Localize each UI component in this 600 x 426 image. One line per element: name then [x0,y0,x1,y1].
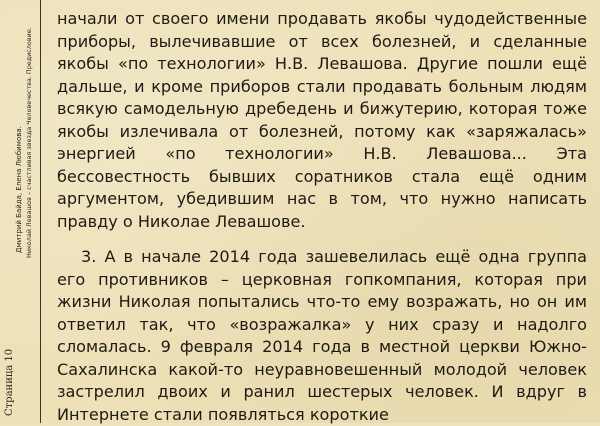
page-number: Страница 10 [4,348,15,416]
paragraph-3: 3. А в начале 2014 года зашевелилась ещё одна группа его противников – церковная гопкомпания, которая при жизни Николая попытались что-то ему возражать, но он им ответил так, что «возражалка» у них сразу и надолго сломалась. 9 февраля 2014 года в местной церкви Южно-Сахалинска какой-то неуравновешенный молодой человек застрелил двоих и ранил шестерых человек. И вдруг в Интернете стали появляться короткие [57,247,587,424]
running-header-book-title: Николай Левашов – счастливая звезда Человечества. Предисловие. [25,27,33,258]
body-text [57,8,587,426]
margin-divider-line [40,0,41,423]
running-header-authors: Дмитрий Байда, Елена Любимова. [15,126,23,253]
paragraph-continued: начали от своего имени продавать якобы чудодейственные приборы, вылечивавшие от всех болезней, и сделанные якобы «по технологии» Н.В. Левашова. Другие пошли ещё дальше, и кроме приборов стали продавать больным людям всякую самодельную дребедень и бижутерию, которая тоже якобы излечивала от болезней, потому как «заряжалась» энергией «по технологии» Н.В. Левашова... Эта бессовестность бывших соратников стала ещё одним аргументом, убедившим нас в том, что нужно написать правду о Николае Левашове. [57,9,587,231]
page-margin [0,0,50,423]
